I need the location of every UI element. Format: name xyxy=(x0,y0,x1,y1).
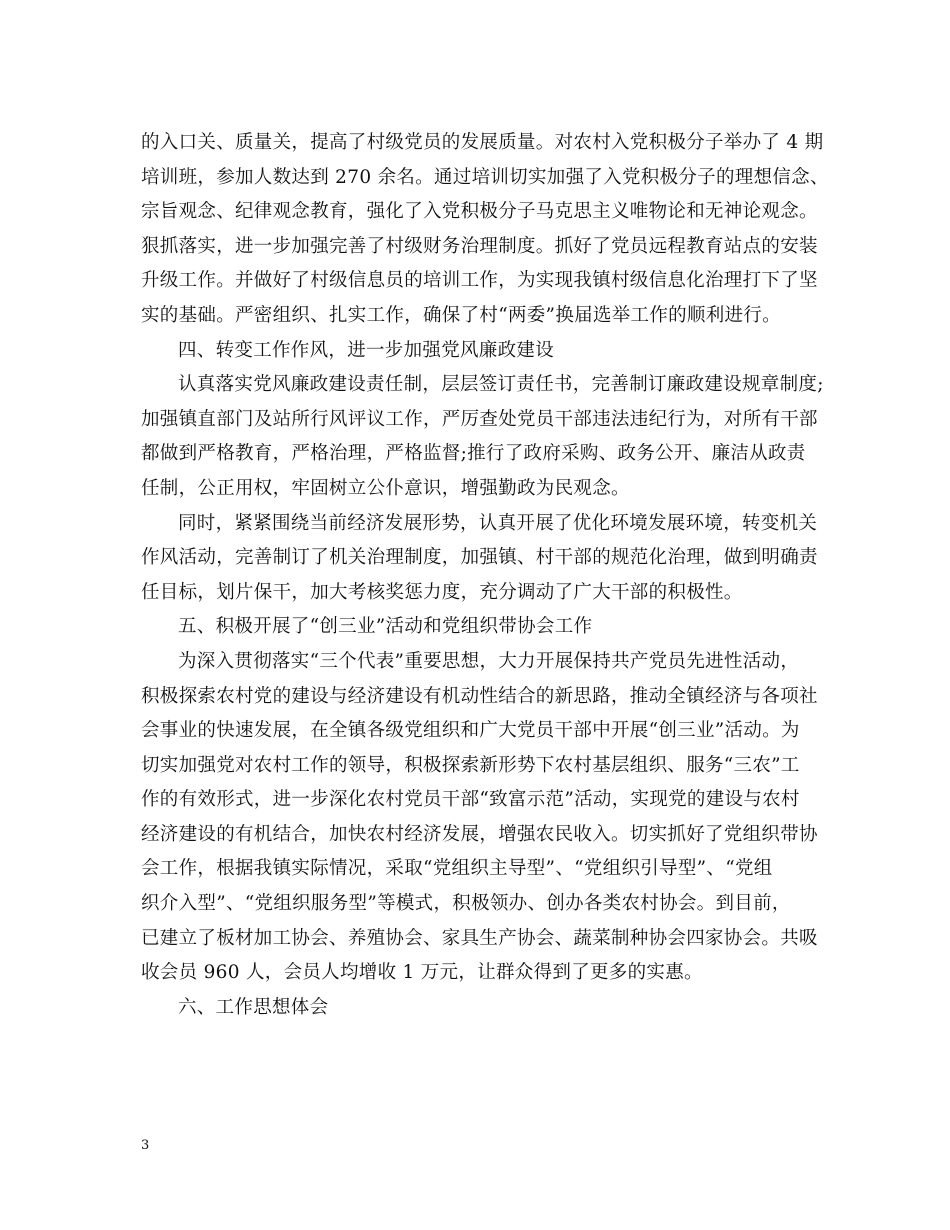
text-line: 宗旨观念、纪律观念教育，强化了入党积极分子马克思主义唯物论和无神论观念。 xyxy=(141,201,818,223)
text-line: 作的有效形式，进一步深化农村党员干部“致富示范”活动，实现党的建设与农村 xyxy=(141,789,800,811)
text-line: 织介入型”、“党组织服务型”等模式，积极领办、创办各类农村协会。到目前， xyxy=(141,893,791,915)
text-line: 升级工作。并做好了村级信息员的培训工作，为实现我镇村级信息化治理打下了坚 xyxy=(141,270,818,292)
text-line: 五、积极开展了“创三业”活动和党组织带协会工作 xyxy=(178,616,593,638)
text-line: 四、转变工作作风，进一步加强党风廉政建设 xyxy=(178,339,555,361)
text-line: 作风活动，完善制订了机关治理制度，加强镇、村干部的规范化治理，做到明确责 xyxy=(141,547,818,569)
text-line: 积极探索农村党的建设与经济建设有机动性结合的新思路，推动全镇经济与各项社 xyxy=(141,685,818,707)
text-line: 狠抓落实，进一步加强完善了村级财务治理制度。抓好了党员远程教育站点的安装 xyxy=(141,235,818,257)
text-line: 任制，公正用权，牢固树立公仆意识，增强勤政为民观念。 xyxy=(141,477,630,499)
text-line: 切实加强党对农村工作的领导，积极探索新形势下农村基层组织、服务“三农”工 xyxy=(141,754,800,776)
page-number: 3 xyxy=(141,1138,150,1153)
text-line: 的入口关、质量关，提高了村级党员的发展质量。对农村入党积极分子举办了 4 期 xyxy=(141,132,824,153)
text-line: 实的基础。严密组织、扎实工作，确保了村“两委”换届选举工作的顺利进行。 xyxy=(141,304,781,326)
text-line: 培训班，参加人数达到 270 余名。通过培训切实加强了入党积极分子的理想信念、 xyxy=(141,166,829,188)
text-line: 同时，紧紧围绕当前经济发展形势，认真开展了优化环境发展环境，转变机关 xyxy=(178,512,818,534)
text-line: 会工作，根据我镇实际情况，采取“党组织主导型”、“党组织引导型”、“党组 xyxy=(141,858,773,880)
text-line: 会事业的快速发展，在全镇各级党组织和广大党员干部中开展“创三业”活动。为 xyxy=(141,720,800,742)
text-line: 认真落实党风廉政建设责任制，层层签订责任书，完善制订廉政建设规章制度; xyxy=(178,374,824,396)
document-body xyxy=(141,126,829,1025)
text-line: 六、工作思想体会 xyxy=(178,996,329,1018)
text-line: 为深入贯彻落实“三个代表”重要思想，大力开展保持共产党员先进性活动， xyxy=(178,650,800,672)
text-line: 经济建设的有机结合，加快农村经济发展，增强农民收入。切实抓好了党组织带协 xyxy=(141,823,818,845)
text-line: 已建立了板材加工协会、养殖协会、家具生产协会、蔬菜制种协会四家协会。共吸 xyxy=(141,927,818,949)
text-line: 任目标，划片保干，加大考核奖惩力度，充分调动了广大干部的积极性。 xyxy=(141,581,743,603)
text-line: 收会员 960 人，会员人均增收 1 万元，让群众得到了更多的实惠。 xyxy=(141,962,703,984)
text-line: 都做到严格教育，严格治理，严格监督;推行了政府采购、政务公开、廉洁从政责 xyxy=(141,443,806,465)
text-line: 加强镇直部门及站所行风评议工作，严厉查处党员干部违法违纪行为，对所有干部 xyxy=(141,408,818,430)
